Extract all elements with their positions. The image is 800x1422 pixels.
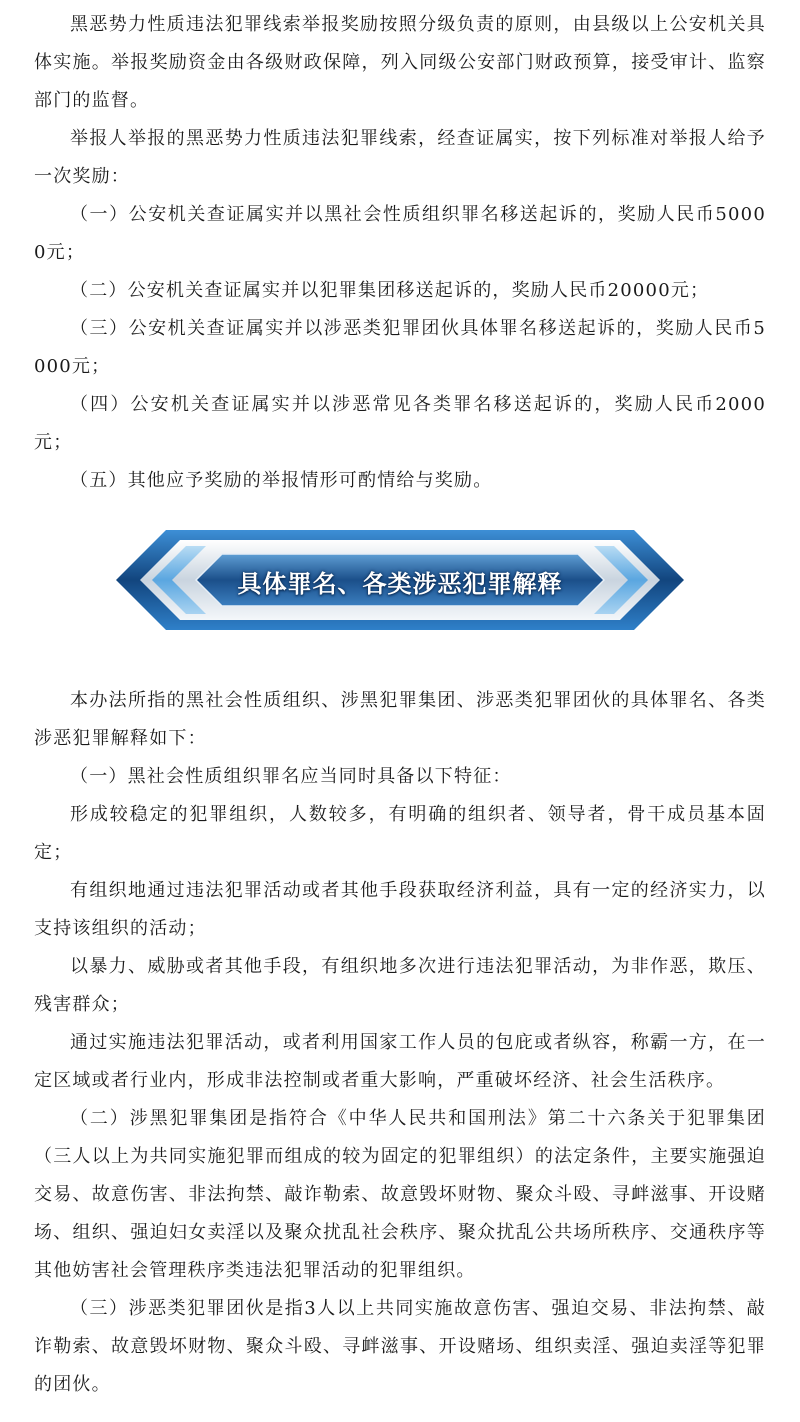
paragraph-reward-standard: 举报人举报的黑恶势力性质违法犯罪线索，经查证属实，按下列标准对举报人给予一次奖励： bbox=[34, 128, 766, 187]
paragraph-reward-item-1: （一）公安机关查证属实并以黑社会性质组织罪名移送起诉的，奖励人民币50000元； bbox=[34, 204, 766, 263]
paragraph-reward-item-3: （三）公安机关查证属实并以涉恶类犯罪团伙具体罪名移送起诉的，奖励人民币5000元； bbox=[34, 318, 766, 377]
paragraph-feature-2: 有组织地通过违法犯罪活动或者其他手段获取经济利益，具有一定的经济实力，以支持该组织的活动； bbox=[34, 880, 766, 939]
explanation-section bbox=[34, 682, 766, 1404]
paragraph-feature-1: 形成较稳定的犯罪组织，人数较多，有明确的组织者、领导者，骨干成员基本固定； bbox=[34, 804, 766, 863]
paragraph-explanation-item-2: （二）涉黑犯罪集团是指符合《中华人民共和国刑法》第二十六条关于犯罪集团（三人以上为共同实施犯罪而组成的较为固定的犯罪组织）的法定条件，主要实施强迫交易、故意伤害、非法拘禁、敲诈勒索、故意毁坏财物、聚众斗殴、寻衅滋事、开设赌场、组织、强迫妇女卖淫以及聚众扰乱社会秩序、聚众扰乱公共场所秩序、交通秩序等其他妨害社会管理秩序类违法犯罪活动的犯罪组织。 bbox=[34, 1108, 766, 1281]
paragraph-feature-4: 通过实施违法犯罪活动，或者利用国家工作人员的包庇或者纵容，称霸一方，在一定区域或者行业内，形成非法控制或者重大影响，严重破坏经济、社会生活秩序。 bbox=[34, 1032, 766, 1091]
paragraph-reward-item-4: （四）公安机关查证属实并以涉恶常见各类罪名移送起诉的，奖励人民币2000元； bbox=[34, 394, 766, 453]
paragraph-explanation-intro: 本办法所指的黑社会性质组织、涉黑犯罪集团、涉恶类犯罪团伙的具体罪名、各类涉恶犯罪解释如下： bbox=[34, 690, 766, 749]
paragraph-explanation-item-1: （一）黑社会性质组织罪名应当同时具备以下特征： bbox=[70, 766, 512, 787]
reward-section bbox=[34, 0, 766, 500]
paragraph-reward-item-2: （二）公安机关查证属实并以犯罪集团移送起诉的，奖励人民币20000元； bbox=[70, 280, 710, 301]
banner-title: 具体罪名、各类涉恶犯罪解释 bbox=[237, 570, 563, 598]
section-banner bbox=[110, 530, 690, 630]
paragraph-feature-3: 以暴力、威胁或者其他手段，有组织地多次进行违法犯罪活动，为非作恶，欺压、残害群众； bbox=[34, 956, 766, 1015]
paragraph-reward-principle: 黑恶势力性质违法犯罪线索举报奖励按照分级负责的原则，由县级以上公安机关具体实施。举报奖励资金由各级财政保障，列入同级公安部门财政预算，接受审计、监察部门的监督。 bbox=[34, 14, 766, 111]
paragraph-reward-item-5: （五）其他应予奖励的举报情形可酌情给与奖励。 bbox=[70, 470, 493, 491]
paragraph-explanation-item-3: （三）涉恶类犯罪团伙是指3人以上共同实施故意伤害、强迫交易、非法拘禁、敲诈勒索、故意毁坏财物、聚众斗殴、寻衅滋事、开设赌场、组织卖淫、强迫卖淫等犯罪的团伙。 bbox=[34, 1298, 766, 1395]
